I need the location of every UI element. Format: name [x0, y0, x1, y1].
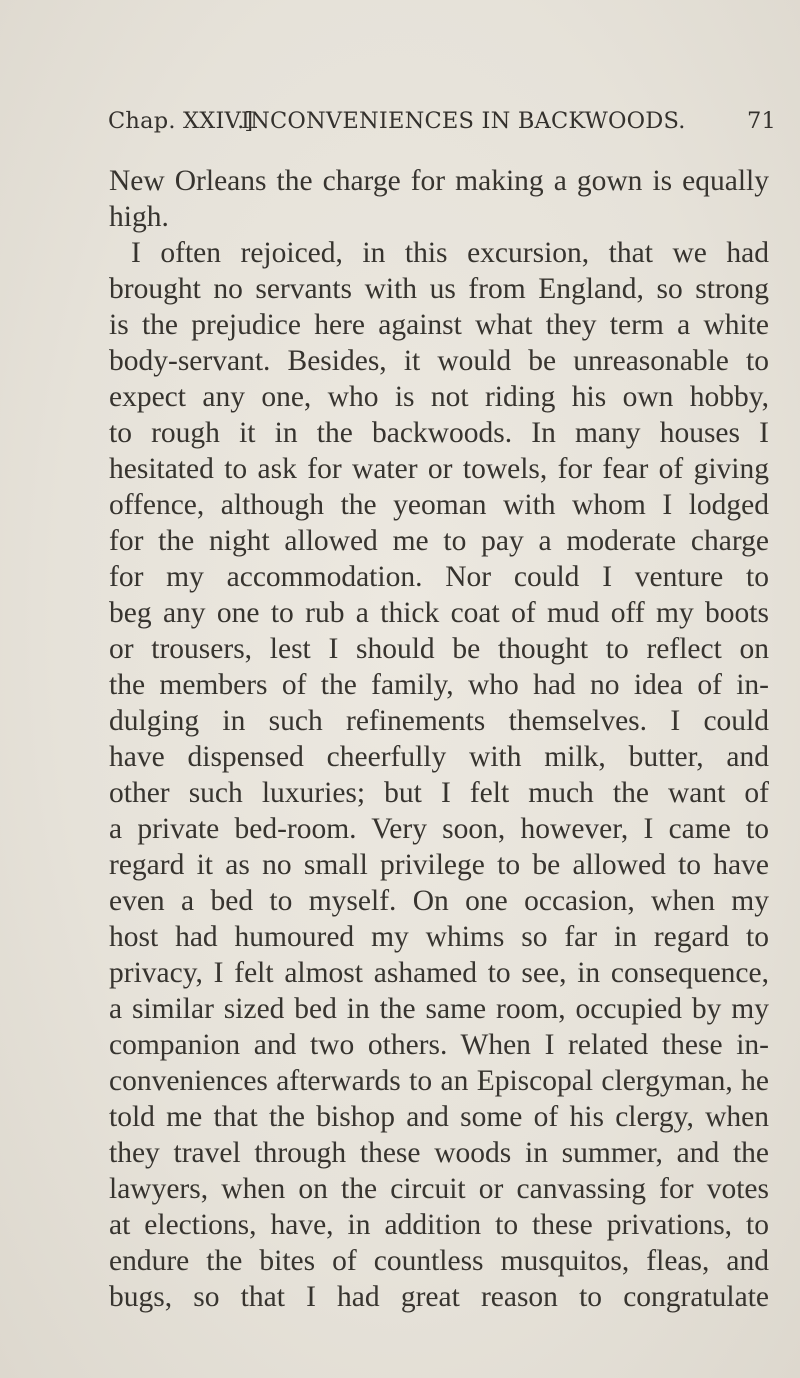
text-line: regard it as no small privilege to be allowed to have — [109, 849, 769, 881]
text-line: companion and two others. When I related these in- — [109, 1029, 769, 1061]
text-line: dulging in such refinements themselves. I could — [109, 705, 769, 737]
text-line: New Orleans the charge for making a gown is equally — [109, 165, 769, 197]
text-line: is the prejudice here against what they term a white — [109, 309, 769, 341]
text-line: even a bed to myself. On one occasion, when my — [109, 885, 769, 917]
text-line: high. — [109, 201, 169, 233]
text-line: a private bed-room. Very soon, however, I came to — [109, 813, 769, 845]
text-line: for the night allowed me to pay a moderate charge — [109, 525, 769, 557]
text-line: offence, although the yeoman with whom I lodged — [109, 489, 769, 521]
text-line: beg any one to rub a thick coat of mud off my boots — [109, 597, 769, 629]
text-line: at elections, have, in addition to these privations, to — [109, 1209, 769, 1241]
text-line: have dispensed cheerfully with milk, butter, and — [109, 741, 769, 773]
text-line: privacy, I felt almost ashamed to see, in consequence, — [109, 957, 769, 989]
page-number: 71 — [747, 108, 777, 134]
running-title: INCONVENIENCES IN BACKWOODS. — [241, 108, 686, 134]
text-line: I often rejoiced, in this excursion, that we had — [131, 237, 769, 269]
text-line: to rough it in the backwoods. In many houses I — [109, 417, 769, 449]
text-line: expect any one, who is not riding his own hobby, — [109, 381, 769, 413]
text-line: they travel through these woods in summer, and the — [109, 1137, 769, 1169]
text-line: a similar sized bed in the same room, occupied by my — [109, 993, 769, 1025]
text-line: lawyers, when on the circuit or canvassing for votes — [109, 1173, 769, 1205]
text-line: endure the bites of countless musquitos, fleas, and — [109, 1245, 769, 1277]
text-line: the members of the family, who had no idea of in- — [109, 669, 769, 701]
text-line: body-servant. Besides, it would be unreasonable to — [109, 345, 769, 377]
text-line: bugs, so that I had great reason to congratulate — [109, 1281, 769, 1313]
text-line: host had humoured my whims so far in regard to — [109, 921, 769, 953]
text-line: other such luxuries; but I felt much the want of — [109, 777, 769, 809]
text-line: told me that the bishop and some of his clergy, when — [109, 1101, 769, 1133]
text-line: conveniences afterwards to an Episcopal clergyman, he — [109, 1065, 769, 1097]
running-head — [108, 108, 777, 144]
text-line: or trousers, lest I should be thought to reflect on — [109, 633, 769, 665]
text-line: brought no servants with us from England, so strong — [109, 273, 769, 305]
text-line: for my accommodation. Nor could I venture to — [109, 561, 769, 593]
text-line: hesitated to ask for water or towels, for fear of giving — [109, 453, 769, 485]
chapter-reference: Chap. XXIV.] — [108, 108, 254, 134]
